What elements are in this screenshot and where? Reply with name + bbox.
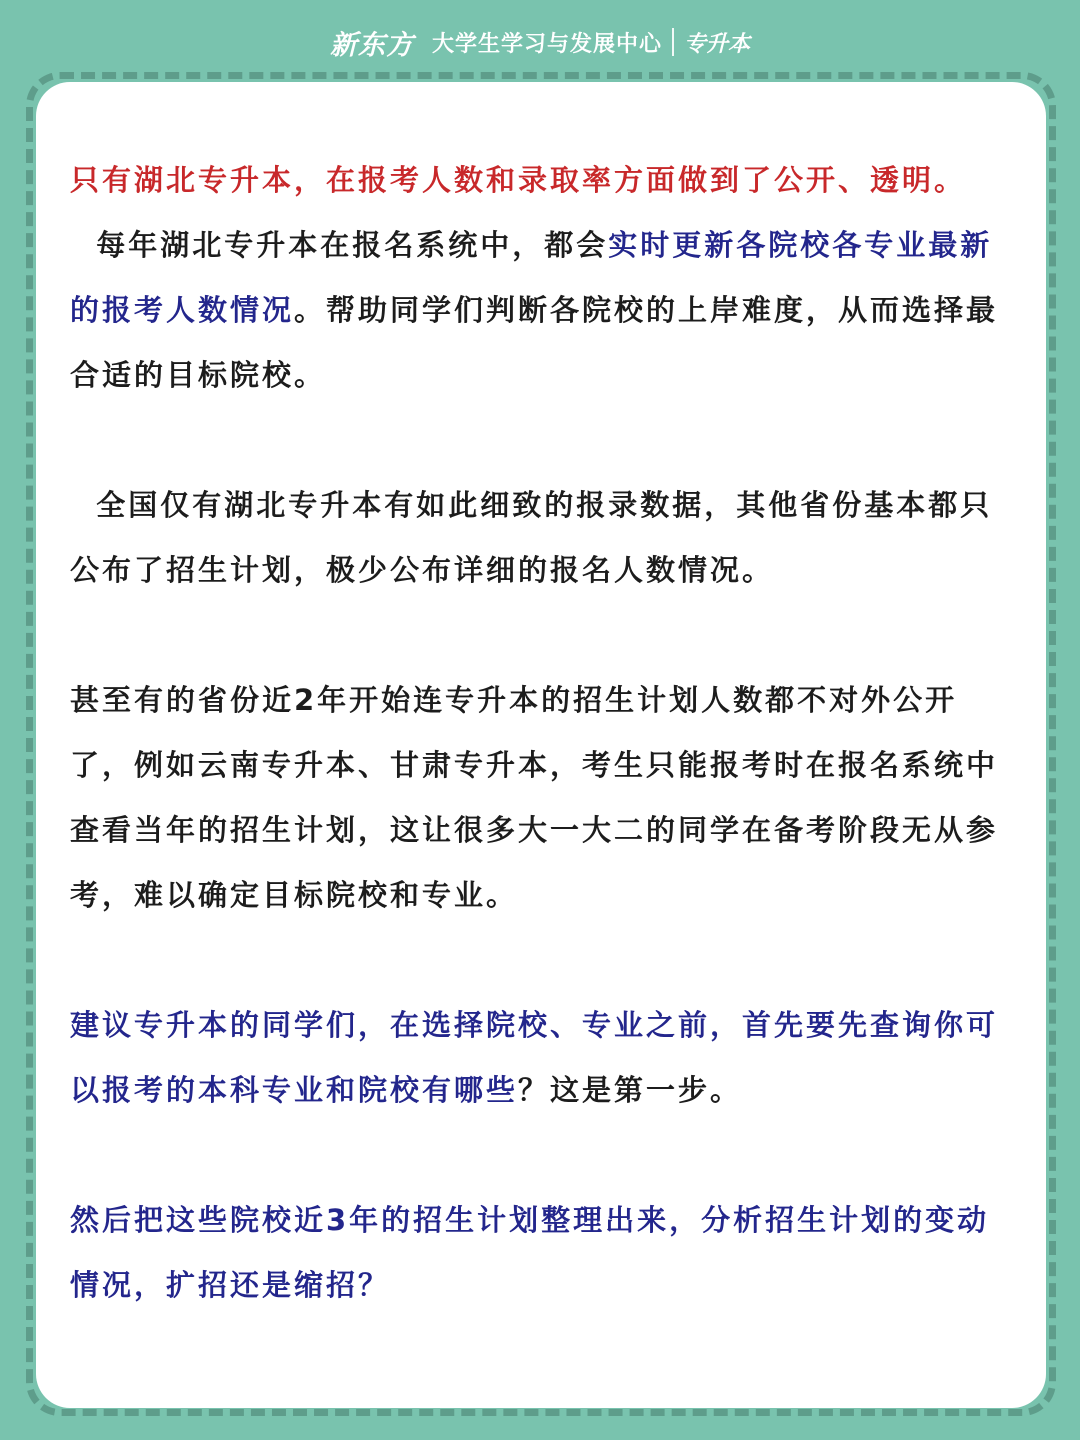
article-body xyxy=(70,148,1000,1318)
headline-text: 只有湖北专升本，在报考人数和录取率方面做到了公开、透明。 xyxy=(70,163,967,197)
paragraph-5 xyxy=(70,993,1000,1123)
product-name: 专升本 xyxy=(684,31,751,57)
paragraph-1 xyxy=(70,148,1000,213)
paragraph-5-suffix: ？这是第一步。 xyxy=(518,1073,743,1107)
brand-logo: 新东方 xyxy=(329,29,414,61)
paragraph-3-text: 全国仅有湖北专升本有如此细致的报录数据，其他省份基本都只公布了招生计划，极少公布详细的报名人数情况。 xyxy=(70,488,993,587)
paragraph-2-suffix: 。帮助同学们判断各院校的上岸难度，从而选择最合适的目标院校。 xyxy=(70,293,999,392)
paragraph-6 xyxy=(70,1188,1000,1318)
paragraph-6-text: 然后把这些院校近3年的招生计划整理出来，分析招生计划的变动情况，扩招还是缩招？ xyxy=(70,1203,990,1302)
paragraph-4 xyxy=(70,668,1000,928)
center-name: 大学生学习与发展中心 xyxy=(431,31,662,57)
paragraph-2 xyxy=(70,213,1000,408)
paragraph-2-prefix: 每年湖北专升本在报名系统中，都会 xyxy=(70,228,609,262)
paragraph-4-text: 甚至有的省份近2年开始连专升本的招生计划人数都不对外公开了，例如云南专升本、甘肃专升本，考生只能报考时在报名系统中查看当年的招生计划，这让很多大一大二的同学在备考阶段无从参考，难以确定目标院校和专业。 xyxy=(70,683,999,912)
paragraph-2-highlight: 实时更新各院校各专业最新的报考人数情况 xyxy=(70,228,993,327)
page-header xyxy=(0,22,1080,62)
header-divider xyxy=(672,28,674,56)
paragraph-5-highlight: 建议专升本的同学们，在选择院校、专业之前，首先要先查询你可以报考的本科专业和院校有哪些 xyxy=(70,1008,999,1107)
paragraph-3 xyxy=(70,473,1000,603)
